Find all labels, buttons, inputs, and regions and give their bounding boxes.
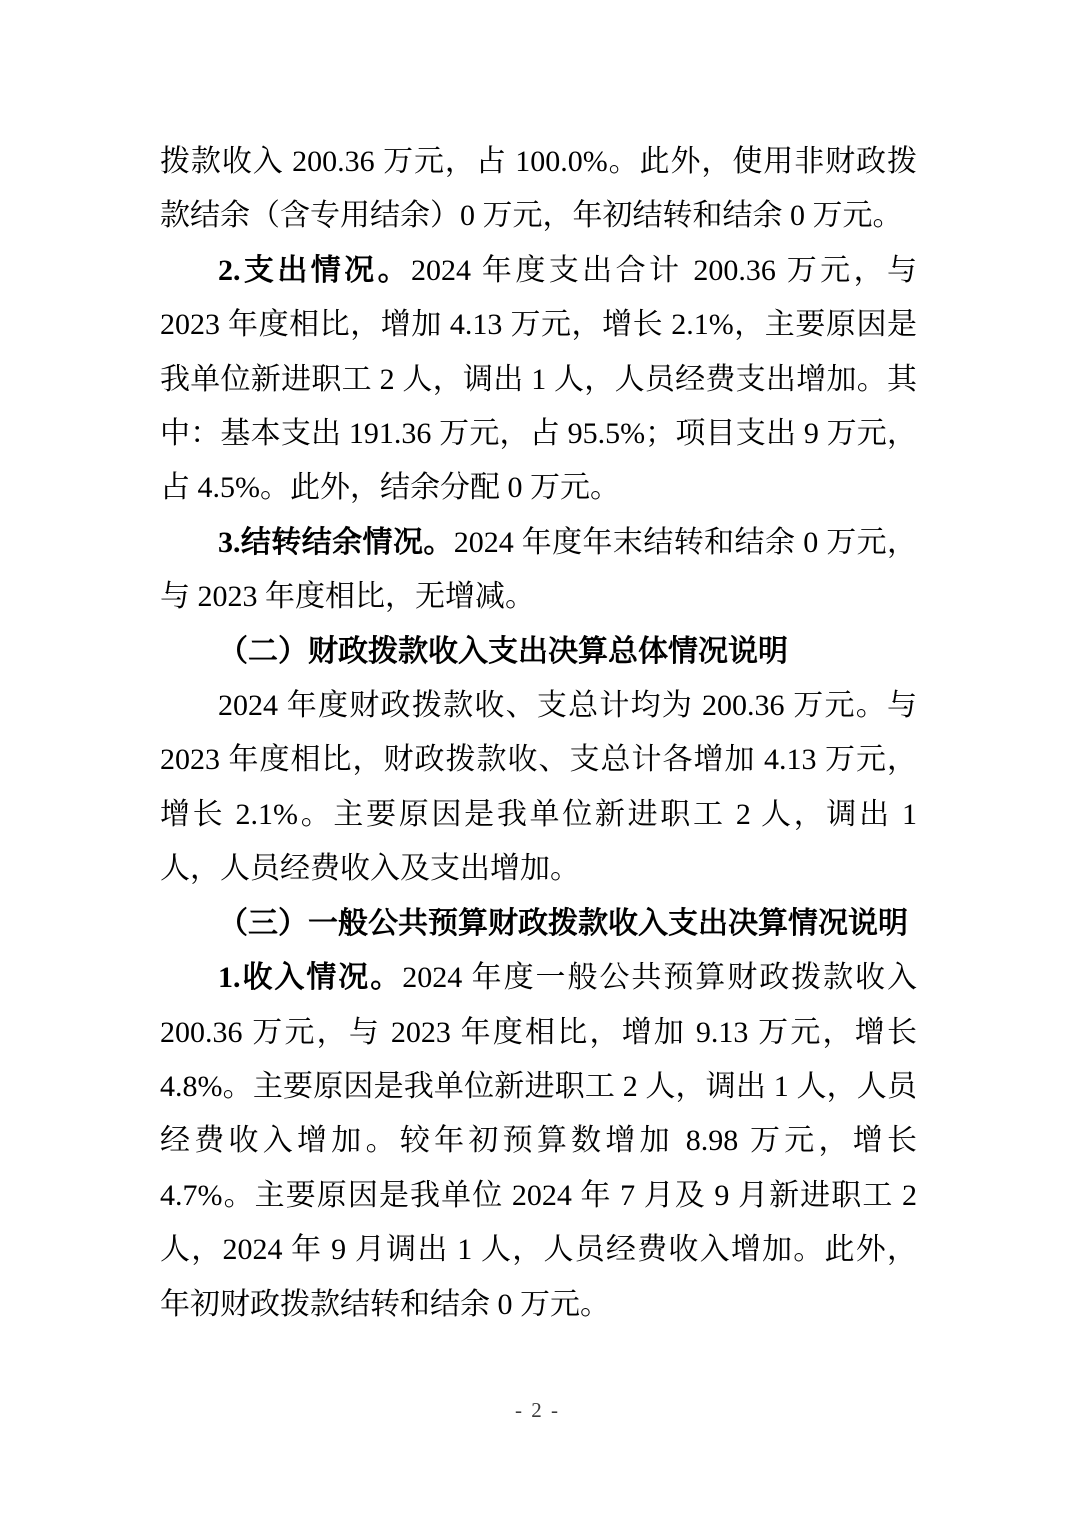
paragraph-text: （二）财政拨款收入支出决算总体情况说明	[218, 634, 788, 668]
document-body	[160, 135, 917, 1332]
paragraph-text: 2024 年度支出合计 200.36 万元，与 2023 年度相比，增加 4.13 万元，增长 2.1%，主要原因是我单位新进职工 2 人，调出 1 人，人员经费支出增加。其中：基本支出 191.36 万元，占 95.5%；项目支出 9 万元，占 4.5%。此外，结余分配 0 万元。	[160, 253, 917, 505]
paragraph-text: 2024 年度年末结转和结余 0 万元，与 2023 年度相比，无增减。	[160, 525, 918, 614]
paragraph-text: 拨款收入 200.36 万元，占 100.0%。此外，使用非财政拨款结余（含专用结余）0 万元，年初结转和结余 0 万元。	[160, 145, 917, 233]
paragraph	[160, 516, 917, 625]
paragraph	[160, 679, 917, 897]
paragraph-bold-lead: 1.收入情况。	[218, 961, 403, 995]
paragraph-bold-lead: 2.支出情况。	[218, 253, 411, 287]
paragraph-text: 2024 年度一般公共预算财政拨款收入 200.36 万元，与 2023 年度相比，增加 9.13 万元，增长 4.8%。主要原因是我单位新进职工 2 人，调出 1 人，人员经费收入增加。较年初预算数增加 8.98 万元，增长 4.7%。主要原因是我单位 2024 年 7 月及 9 月新进职工 2 人，2024 年 9 月调出 1 人，人员经费收入增加。此外，年初财政拨款结转和结余 0 万元。	[160, 961, 918, 1321]
paragraph-text: 2024 年度财政拨款收、支总计均为 200.36 万元。与 2023 年度相比，财政拨款收、支总计各增加 4.13 万元，增长 2.1%。主要原因是我单位新进职工 2 人，调出 1 人，人员经费收入及支出增加。	[160, 689, 917, 886]
paragraph-bold-lead: 3.结转结余情况。	[218, 525, 454, 559]
paragraph	[160, 244, 917, 516]
paragraph	[160, 951, 917, 1332]
page-number: - 2 -	[515, 1398, 560, 1422]
section-heading	[160, 897, 917, 951]
paragraph	[160, 135, 917, 244]
section-heading	[160, 625, 917, 679]
paragraph-text: （三）一般公共预算财政拨款收入支出决算情况说明	[218, 906, 908, 940]
